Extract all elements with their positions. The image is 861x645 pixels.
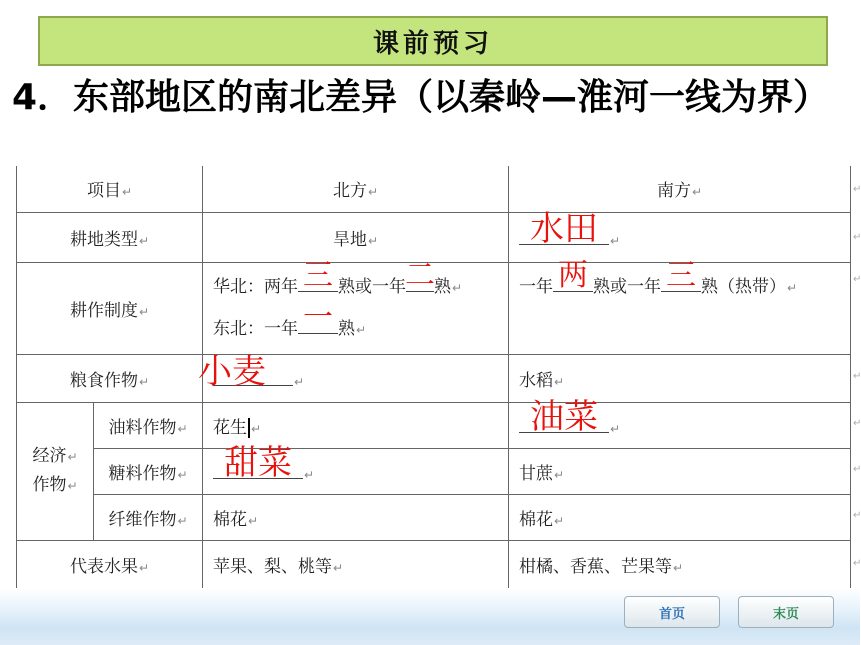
table-row (17, 166, 851, 212)
row-label-cropping: 耕作制度↵ (17, 262, 203, 354)
row-label-land: 耕地类型↵ (17, 212, 203, 262)
oil-south: 油菜 ↵ (509, 402, 851, 448)
row-label-oil: 油料作物↵ (94, 402, 203, 448)
row-label-sugar: 糖料作物↵ (94, 448, 203, 494)
table-row (17, 212, 851, 262)
answer-blank (298, 300, 338, 335)
row-label-grain: 粮食作物↵ (17, 354, 203, 402)
sugar-south: 甘蔗↵ (509, 448, 851, 494)
answer-text: 油菜 (530, 397, 598, 437)
table-row (17, 402, 851, 448)
answer-blank (519, 209, 609, 249)
answer-text: 甜菜 (224, 443, 292, 483)
answer-blank (553, 257, 593, 293)
cropping-south: 一年 两 熟或一年 三 熟（热带）↵ (509, 262, 851, 354)
comparison-table (16, 166, 851, 589)
answer-text: 水田 (530, 209, 598, 249)
answer-text: 一 (303, 300, 333, 335)
fiber-south: 棉花↵ (509, 494, 851, 540)
answer-blank (213, 443, 303, 483)
table-row (17, 540, 851, 588)
grain-south: 水稻↵ (509, 354, 851, 402)
cropping-north: 华北：两年 三 熟或一年 二 熟↵ 东北：一年 一 熟↵ (203, 262, 509, 354)
sugar-north: 甜菜 ↵ (203, 448, 509, 494)
header-item: 项目↵ (17, 166, 203, 212)
row-label-fiber: 纤维作物↵ (94, 494, 203, 540)
section-banner (38, 16, 828, 66)
answer-blank (661, 257, 701, 293)
fiber-north: 棉花↵ (203, 494, 509, 540)
slide-heading: 4．东部地区的南北差异（以秦岭—淮河一线为界） (12, 77, 830, 118)
answer-text: 三 (666, 257, 696, 293)
answer-text: 三 (303, 258, 333, 293)
land-north: 旱地↵ (203, 212, 509, 262)
answer-blank (519, 397, 609, 437)
table-row (17, 354, 851, 402)
table-row (17, 494, 851, 540)
row-label-fruit: 代表水果↵ (17, 540, 203, 588)
fruit-south: 柑橘、香蕉、芒果等↵ (509, 540, 851, 588)
footer-sky-decoration (0, 588, 860, 645)
grain-north: ↵ (203, 354, 509, 402)
last-page-button[interactable]: 末页 (738, 596, 834, 628)
answer-text: 小麦 (198, 352, 266, 392)
answer-text: 两 (558, 257, 588, 293)
table-row (17, 448, 851, 494)
answer-text: 二 (405, 258, 435, 293)
table-row (17, 262, 851, 354)
first-page-button[interactable]: 首页 (624, 596, 720, 628)
banner-title: 课前预习 (372, 28, 493, 59)
answer-blank (298, 258, 338, 293)
header-south: 南方↵ (509, 166, 851, 212)
oil-north: 花生 ↵ (203, 402, 509, 448)
row-label-econ: 经济↵ 作物↵ (17, 402, 94, 540)
header-north: 北方↵ (203, 166, 509, 212)
answer-blank (405, 258, 435, 293)
fruit-north: 苹果、梨、桃等↵ (203, 540, 509, 588)
land-south: 水田 ↵ (509, 212, 851, 262)
